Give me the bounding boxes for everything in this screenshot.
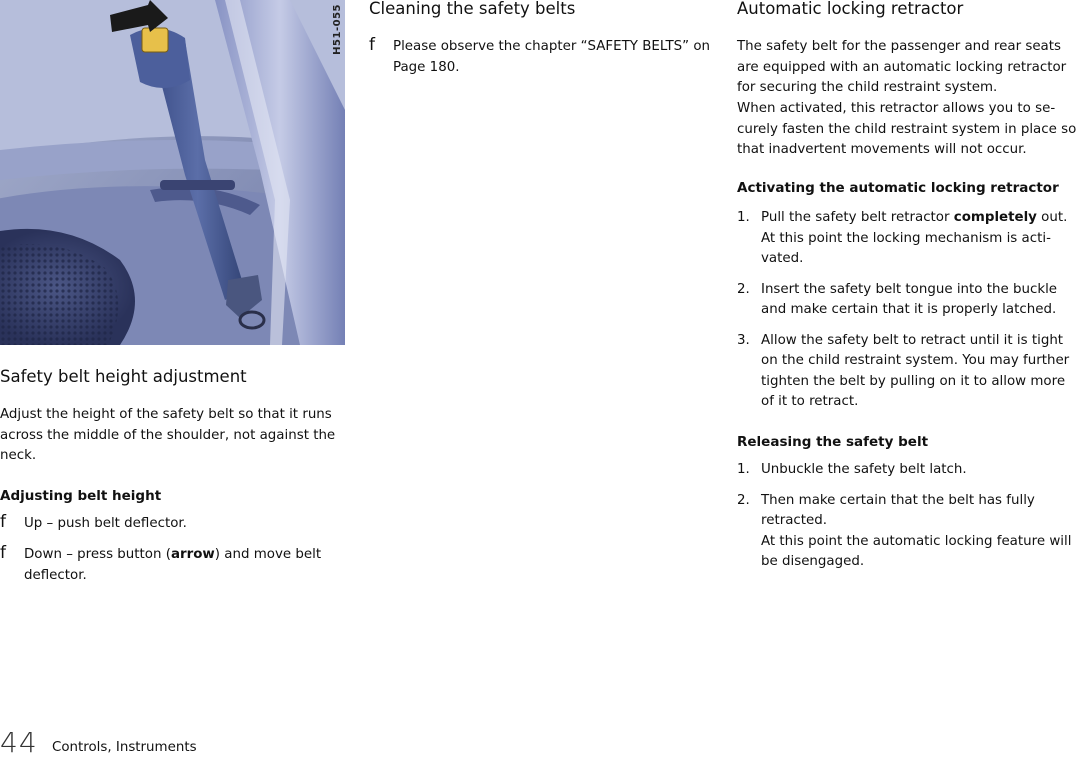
bullet-up — [0, 514, 345, 535]
bullet-marker: f — [0, 543, 6, 563]
cleaning-heading: Cleaning the safety belts — [369, 0, 576, 18]
releasing-steps — [737, 460, 1079, 573]
step-text: Allow the safety belt to retract until it is tight on the child restraint system. You may further tighten the belt by pulling on it to allow more of it to retract. — [761, 332, 1070, 409]
step-text: Insert the safety belt tongue into the buckle and make certain that it is properly latched. — [761, 281, 1058, 317]
step-number: 2. — [737, 492, 750, 508]
page-number: 44 — [0, 726, 38, 759]
step-text: Then make certain that the belt has fully retracted. — [761, 492, 1035, 528]
activating-step — [737, 208, 1079, 270]
automatic-locking-para2: When activated, this retractor allows you to se-curely fasten the child restraint system in place so that inadvertent movements will not occur. — [737, 101, 1077, 157]
step-number: 3. — [737, 332, 750, 348]
step-text-pre: Pull the safety belt retractor — [761, 210, 954, 225]
activating-step — [737, 331, 1079, 413]
step-number: 1. — [737, 462, 750, 477]
step-number: 2. — [737, 281, 750, 297]
releasing-subheading: Releasing the safety belt — [737, 434, 929, 450]
bullet-marker: f — [0, 512, 6, 532]
bullet-marker: f — [369, 35, 375, 55]
bullet-down-text-pre: Down – press button ( — [24, 547, 171, 562]
bullet-down — [0, 545, 345, 586]
step-number: 1. — [737, 210, 750, 225]
bullet-up-text: Up – push belt deflector. — [24, 516, 187, 531]
releasing-step — [737, 460, 1079, 481]
releasing-step — [737, 491, 1079, 573]
activating-step — [737, 280, 1079, 321]
automatic-locking-para1: The safety belt for the passenger and rear seats are equipped with an automatic locking retractor for securing the child restraint system. — [737, 39, 1067, 95]
cleaning-bullet — [369, 37, 714, 78]
left-column — [0, 0, 345, 583]
cleaning-bullet-text: Please observe the chapter “SAFETY BELTS” on Page 180. — [393, 39, 711, 75]
bullet-down-text-post: ) and move belt deflector. — [24, 547, 322, 583]
step-text: Unbuckle the safety belt latch. — [761, 462, 967, 477]
activating-subheading: Activating the automatic locking retractor — [737, 180, 1059, 196]
bullet-down-bold: arrow — [170, 547, 215, 562]
figure-code: H51-055 — [332, 4, 343, 55]
adjusting-belt-height-subheading: Adjusting belt height — [0, 488, 162, 504]
section-name: Controls, Instruments — [52, 740, 197, 755]
height-adjustment-heading: Safety belt height adjustment — [0, 367, 247, 386]
activating-steps — [737, 208, 1079, 413]
step-text-extra: At this point the automatic locking feature will be disengaged. — [761, 533, 1072, 569]
belt-drawing — [0, 0, 345, 345]
height-adjustment-paragraph: Adjust the height of the safety belt so that it runs across the middle of the shoulder, not against the neck. — [0, 407, 336, 463]
safety-belt-illustration — [0, 0, 345, 345]
automatic-locking-heading: Automatic locking retractor — [737, 0, 964, 18]
step-text-post: out. At this point the locking mechanism is acti-vated. — [761, 210, 1068, 266]
step-text-bold: completely — [953, 210, 1037, 225]
